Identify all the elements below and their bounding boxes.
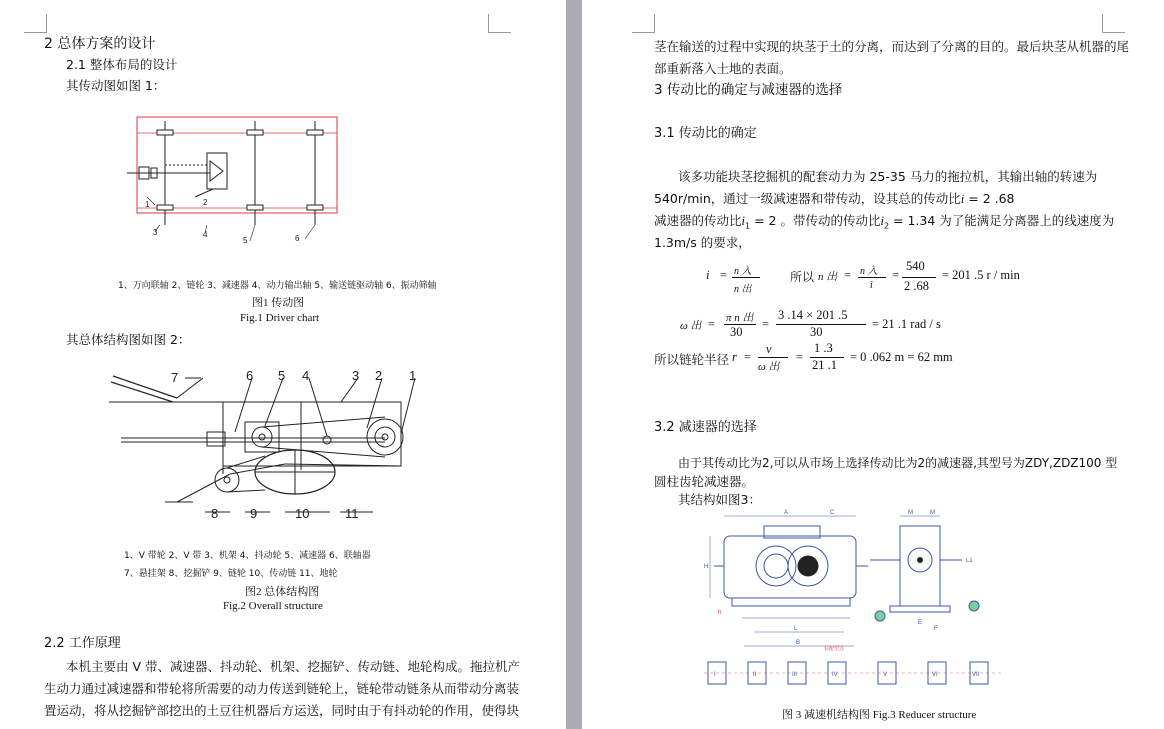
para-line-2: 生动力通过减速器和带轮将所需要的动力传送到链轮上，链轮带动链条从而带动分离装 [44,681,520,696]
section-3-1-title: 3.1 传动比的确定 [654,126,757,141]
p31-line1: 该多功能块茎挖掘机的配套动力为 25-35 马力的拖拉机，其输出轴的转速为 [678,169,1098,184]
fig1-callout-5: 5 [243,236,248,243]
fig3-caption: 图 3 减速机结构图 Fig.3 Reducer structure [782,709,977,721]
section-3-2-title: 3.2 减速器的选择 [654,420,757,435]
p31-line2: 540r/min，通过一级减速器和带传动，设其总的传动比i = 2 .68 [654,191,1015,206]
p31-line3: 减速器的传动比$i_1 = 2$ 。带传动的传动比$i_2 = 1.34$ 为了能满足分离器上的线速度为 [654,213,1115,231]
p31-line4: 1.3m/s 的要求， [654,235,751,250]
fig3-variant-row [704,662,1004,684]
fig1-callout-6: 6 [295,234,300,243]
svg-text:III: III [792,672,798,678]
svg-text:VII: VII [972,672,980,678]
crop-mark-top-left [632,14,655,33]
svg-text:IV: IV [832,672,838,678]
fig1-callout-1: 1 [145,200,150,209]
svg-text:I: I [714,672,716,678]
fig1-callout-2: 2 [203,198,208,207]
para-cont-line-1: 茎在输送的过程中实现的块茎于土的分离，而达到了分离的目的。最后块茎从机器的尾 [654,39,1130,54]
p32-line2: 圆柱齿轮减速器。 [654,474,755,489]
right-page: 茎在输送的过程中实现的块茎于土的分离，而达到了分离的目的。最后块茎从机器的尾 部重新落入土地的表面。 3 传动比的确定与减速器的选择 3.1 传动比的确定 该多功能块茎挖掘机的配套动力为 25-35 马力的拖拉机，其输出轴的转速为 540r/min，通过一级减速器和带传动，设其总的传动比i = 2 .68 减速器的传动比$i_1 = 2$ 。带传动的传动比$i_2 = 1.34$ 为了能满足分离器上的线速度为 1.3m/s 的要求， i = n 入 n 出 所以 n 出 = n 入 i = 540 2 .68 = 201 .5 r / min ω 出 = π n 出 30 = 3 .14 × 201 .5 30 = 21 .1 rad / s 所以链轮半径 r = v ω 出 = 1 .3 21 .1 = 0 .062 m = 62 mm 3.2 减速器的选择 由于其传动比为2,可以从市场上选择传动比为2的减速器,其型号为ZDY,ZDZ100 型 圆柱齿轮减速器。 其结构如图3： A C H L B h M M E F L1 装配型式 I II III IV V VI VII 图 3 减速机结构图 Fig.3 Reducer structure [582,0,1164,729]
p32-line3: 其结构如图3： [678,492,761,507]
svg-text:C: C [830,510,835,516]
para-line-3: 置运动，将从挖掘铲部挖出的土豆往机器后方运送，同时由于有抖动轮的作用，使得块 [44,703,520,718]
fig2-callout-9: 9 [250,506,258,520]
fig1-intro: 其传动图如图 1： [66,78,166,93]
svg-text:E: E [918,620,923,626]
svg-text:M: M [930,510,935,516]
crop-mark-top-right [488,14,511,33]
left-page [0,0,566,729]
svg-text:h: h [718,610,722,616]
section-2-title: 2 总体方案的设计 [44,36,156,52]
svg-text:V: V [883,672,888,678]
fig1-callout-4: 4 [203,230,208,239]
svg-text:A: A [784,510,789,516]
section-2-1-title: 2.1 整体布局的设计 [66,57,178,72]
svg-text:B: B [796,640,801,646]
fig2-callout-10: 10 [295,506,310,520]
section-2-2-title: 2.2 工作原理 [44,636,121,651]
svg-text:装配型式: 装配型式 [824,646,845,652]
p32-line1: 由于其传动比为2,可以从市场上选择传动比为2的减速器,其型号为ZDY,ZDZ100 型 [678,456,1118,470]
fig2-structure-diagram [105,362,435,520]
fig2-callout-7: 7 [171,370,179,385]
section-3-title: 3 传动比的确定与减速器的选择 [654,82,843,98]
para-cont-line-2: 部重新落入土地的表面。 [654,61,792,76]
fig2-caption-en: Fig.2 Overall structure [223,600,323,612]
fig2-callout-5: 5 [278,368,286,383]
fig2-callout-1: 1 [409,368,417,383]
fig1-drive-diagram [125,113,350,243]
crop-mark-top-left [24,14,47,33]
fig2-legend-line2: 7、悬挂架 8、挖掘铲 9、链轮 10、传动链 11、地轮 [124,569,338,579]
fig3-reducer-drawing [704,506,1014,700]
fig1-caption-en: Fig.1 Driver chart [240,312,320,324]
svg-text:II: II [753,672,757,678]
fig2-intro: 其总体结构图如图 2： [66,332,191,347]
crop-mark-top-right [1102,14,1125,33]
fig2-callout-8: 8 [211,506,219,520]
fig2-caption-cn: 图2 总体结构图 [245,586,320,598]
svg-text:VI: VI [932,672,938,678]
fig2-callout-6: 6 [246,368,254,383]
svg-text:L: L [794,626,798,632]
fig1-legend: 1、万向联轴 2、链轮 3、减速器 4、动力输出轴 5、输送链驱动轴 6、振动筛轴 [118,281,437,291]
fig2-callout-11: 11 [345,506,359,520]
fig2-callout-3: 3 [352,368,360,383]
svg-text:F: F [934,626,938,632]
fig2-callout-2: 2 [375,368,383,383]
svg-text:L1: L1 [966,558,973,564]
svg-text:M: M [908,510,913,516]
para-line-1: 本机主要由 V 带、减速器、抖动轮、机架、挖掘铲、传动链、地轮构成。拖拉机产 [66,659,520,674]
svg-text:H: H [704,564,709,570]
fig2-legend-line1: 1、V 带轮 2、V 带 3、机架 4、抖动轮 5、减速器 6、联轴器 [124,551,371,561]
fig1-caption-cn: 图1 传动图 [252,297,305,309]
fig1-callout-3: 3 [153,228,158,237]
fig2-callout-4: 4 [302,368,310,383]
